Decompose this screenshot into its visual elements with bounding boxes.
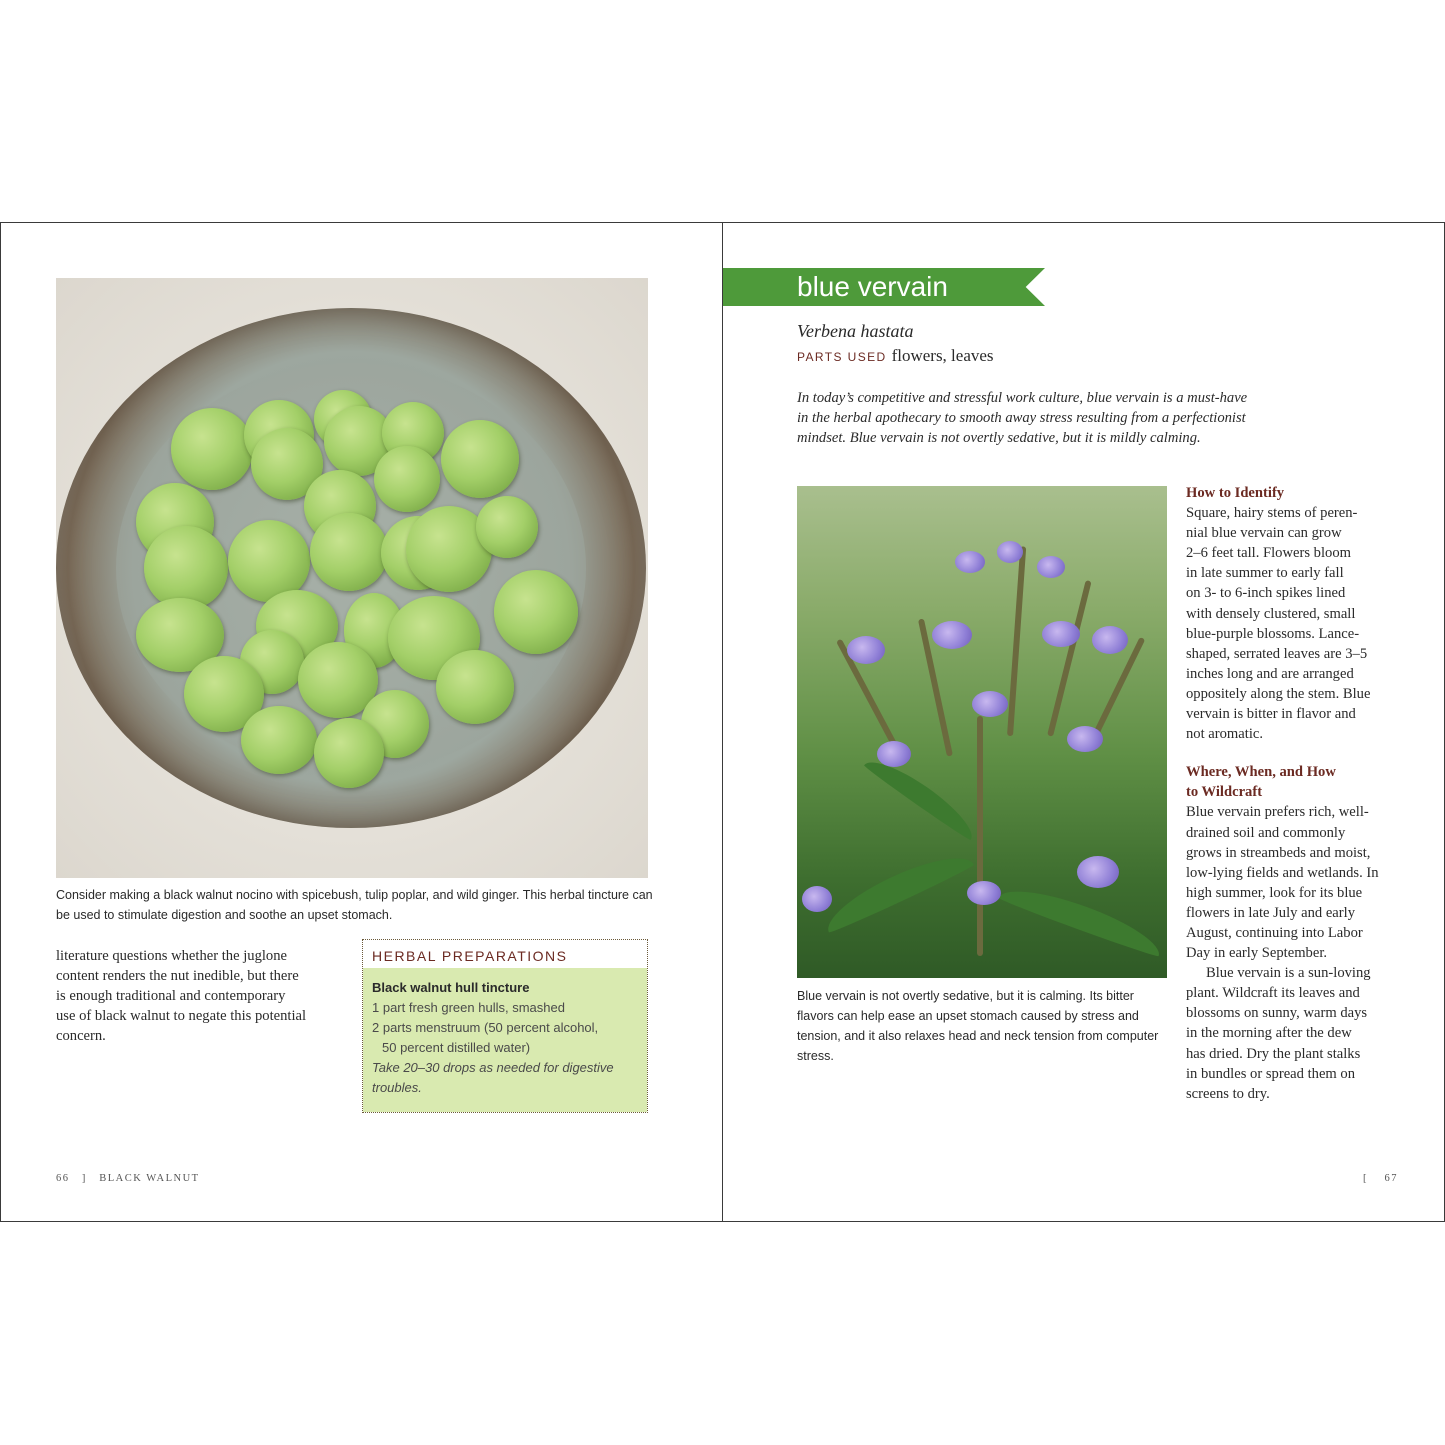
text-column	[1186, 483, 1396, 1104]
photo-caption: Blue vervain is not overtly sedative, but it is calming. Its bitter flavors can help ease an upset stomach caused by stress and tension, and it also relaxes head and neck tension from computer stress.	[797, 989, 1159, 1063]
body-line: in late summer to early fall	[1186, 565, 1344, 582]
body-line: grows in streambeds and moist,	[1186, 844, 1371, 861]
body-line: nial blue vervain can grow	[1186, 525, 1342, 542]
body-line: use of black walnut to negate this potential	[56, 1008, 307, 1025]
body-line: August, continuing into Labor	[1186, 924, 1363, 941]
body-line: Blue vervain is a sun-loving	[1206, 965, 1371, 982]
body-line: high summer, look for its blue	[1186, 884, 1363, 901]
section-heading: How to Identify	[1186, 485, 1285, 501]
body-line: shaped, serrated leaves are 3–5	[1186, 645, 1368, 662]
recipe-note: Take 20–30 drops as needed for digestive	[372, 1060, 614, 1075]
parts-used-label: PARTS USED	[797, 350, 887, 364]
parts-used-value: flowers, leaves	[891, 346, 994, 365]
body-line: Day in early September.	[1186, 945, 1328, 962]
body-line: blue-purple blossoms. Lance-	[1186, 625, 1360, 642]
plant-title: blue vervain	[797, 271, 948, 302]
body-line: with densely clustered, small	[1186, 605, 1356, 622]
herbal-box-heading: HERBAL PREPARATIONS	[363, 940, 647, 968]
body-line: concern.	[56, 1028, 106, 1045]
body-line: is enough traditional and contemporary	[56, 988, 286, 1005]
walnut	[314, 718, 384, 788]
body-line: plant. Wildcraft its leaves and	[1186, 985, 1360, 1002]
herbal-preparations-box	[362, 939, 648, 1113]
recipe-line: 1 part fresh green hulls, smashed	[372, 1000, 565, 1015]
page-number: 66	[56, 1173, 70, 1184]
photo-caption: Consider making a black walnut nocino with spicebush, tulip poplar, and wild ginger. This herbal tincture can be used to stimulate digestion and soothe an upset stomach.	[56, 888, 653, 922]
body-line: in bundles or spread them on	[1186, 1065, 1356, 1082]
black-walnut-photo	[56, 278, 648, 878]
right-page	[723, 223, 1444, 1221]
body-line: drained soil and commonly	[1186, 824, 1346, 841]
recipe-line: 50 percent distilled water)	[382, 1040, 531, 1055]
book-spread	[0, 222, 1445, 1222]
left-page	[1, 223, 722, 1221]
body-line: Square, hairy stems of peren-	[1186, 505, 1358, 522]
body-line: low-lying fields and wetlands. In	[1186, 864, 1379, 881]
body-line: Blue vervain prefers rich, well-	[1186, 804, 1369, 821]
recipe-note: troubles.	[372, 1080, 422, 1095]
intro-line: in the herbal apothecary to smooth away stress resulting from a perfectionist	[797, 410, 1246, 427]
walnut	[436, 650, 514, 724]
walnut	[494, 570, 578, 654]
intro-line: In today’s competitive and stressful work culture, blue vervain is a must-have	[797, 390, 1248, 406]
latin-name: Verbena hastata	[797, 321, 914, 341]
walnut	[241, 706, 317, 774]
herbal-box-body	[363, 968, 647, 1112]
body-line: inches long and are arranged	[1186, 665, 1354, 682]
body-line: vervain is bitter in flavor and	[1186, 706, 1356, 723]
body-line: 2–6 feet tall. Flowers bloom	[1186, 545, 1351, 562]
section-heading: to Wildcraft	[1186, 784, 1263, 801]
body-line: blossoms on sunny, warm days	[1186, 1005, 1368, 1022]
walnut	[171, 408, 253, 490]
page-number: 67	[1384, 1173, 1398, 1184]
body-text	[56, 946, 341, 1046]
body-line: flowers in late July and early	[1186, 904, 1355, 921]
body-line: screens to dry.	[1186, 1085, 1270, 1102]
walnut	[476, 496, 538, 558]
running-head: BLACK WALNUT	[99, 1173, 200, 1184]
body-line: on 3- to 6-inch spikes lined	[1186, 585, 1346, 602]
body-line: oppositely along the stem. Blue	[1186, 685, 1371, 702]
footer-bracket: ]	[81, 1173, 87, 1184]
footer-bracket: [	[1363, 1173, 1368, 1184]
blue-vervain-photo	[797, 486, 1167, 978]
recipe-line: 2 parts menstruum (50 percent alcohol,	[372, 1020, 599, 1035]
body-line: literature questions whether the juglone	[56, 948, 287, 964]
page-footer-right	[1363, 1173, 1398, 1184]
body-line: not aromatic.	[1186, 726, 1263, 743]
body-line: content renders the nut inedible, but there	[56, 968, 299, 985]
parts-used	[797, 346, 994, 366]
section-heading: Where, When, and How	[1186, 764, 1336, 781]
intro-text	[797, 388, 1302, 449]
intro-line: mindset. Blue vervain is not overtly sedative, but it is mildly calming.	[797, 430, 1201, 447]
page-footer-left	[56, 1173, 200, 1184]
walnut	[441, 420, 519, 498]
body-line: has dried. Dry the plant stalks	[1186, 1045, 1361, 1062]
body-line: in the morning after the dew	[1186, 1025, 1352, 1042]
recipe-title: Black walnut hull tincture	[372, 980, 530, 995]
walnut	[374, 446, 440, 512]
walnut	[310, 513, 388, 591]
